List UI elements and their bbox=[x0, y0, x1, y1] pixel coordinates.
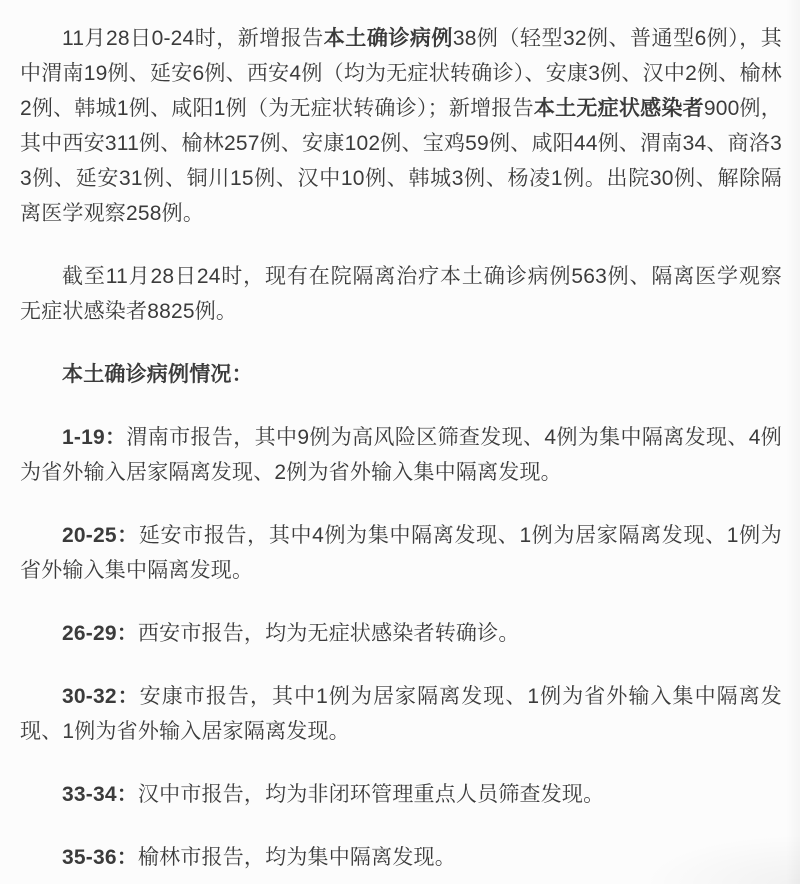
text-segment-bold-asymptomatic-label: 本土无症状感染者 bbox=[533, 97, 704, 120]
paragraph-cases-1-19-weinan bbox=[20, 420, 782, 490]
case-range-label: 30-32： bbox=[62, 685, 140, 708]
case-range-label: 35-36： bbox=[62, 846, 138, 869]
paragraph-cases-26-29-xian bbox=[20, 616, 782, 651]
paragraph-daily-new-cases-summary bbox=[20, 21, 782, 231]
text-segment: 西安市报告，均为无症状感染者转确诊。 bbox=[137, 622, 520, 645]
text-segment: 延安市报告，其中4例为集中隔离发现、1例为居家隔离发现、1例为省外输入集中隔离发现。 bbox=[20, 524, 782, 582]
case-range-label: 20-25： bbox=[62, 524, 139, 547]
text-segment: 渭南市报告，其中9例为高风险区筛查发现、4例为集中隔离发现、4例为省外输入居家隔离发现、2例为省外输入集中隔离发现。 bbox=[20, 426, 783, 484]
text-segment: 榆林市报告，均为集中隔离发现。 bbox=[137, 846, 456, 869]
text-segment: 截至11月28日24时，现有在院隔离治疗本土确诊病例563例、隔离医学观察无症状感染者8825例。 bbox=[20, 265, 782, 323]
text-segment: 汉中市报告，均为非闭环管理重点人员筛查发现。 bbox=[137, 783, 605, 806]
text-segment: 11月28日0-24时，新增报告 bbox=[62, 27, 324, 50]
text-segment: 38例（轻型32例、普通型6例），其中渭南19例、延安6例、西安4例（均为无症状转确诊）、安康3例、汉中2例、榆林2例、韩城1例、咸阳1例（为无症状转确诊）；新增报告 bbox=[20, 27, 782, 120]
case-range-label: 26-29： bbox=[62, 622, 138, 645]
text-segment: 900例，其中西安311例、榆林257例、安康102例、宝鸡59例、咸阳44例、渭南34、商洛33例、延安31例、铜川15例、汉中10例、韩城3例、杨凌1例。出院30例、解除隔离医学观察258例。 bbox=[20, 97, 782, 225]
case-range-label: 33-34： bbox=[62, 783, 138, 806]
paragraph-cases-30-32-ankang bbox=[20, 679, 782, 749]
paragraph-current-in-hospital-summary bbox=[20, 259, 782, 329]
text-segment: 安康市报告，其中1例为居家隔离发现、1例为省外输入集中隔离发现、1例为省外输入居家隔离发现。 bbox=[20, 685, 782, 743]
text-segment-bold-confirmed-cases-label: 本土确诊病例 bbox=[323, 27, 453, 50]
paragraph-cases-33-34-hanzhong bbox=[20, 777, 782, 812]
section-heading-confirmed-cases bbox=[20, 357, 782, 392]
paragraph-cases-20-25-yanan bbox=[20, 518, 782, 588]
case-range-label: 1-19： bbox=[62, 426, 127, 449]
paragraph-cases-35-36-yulin bbox=[20, 840, 782, 875]
text-segment-heading: 本土确诊病例情况： bbox=[62, 363, 253, 386]
